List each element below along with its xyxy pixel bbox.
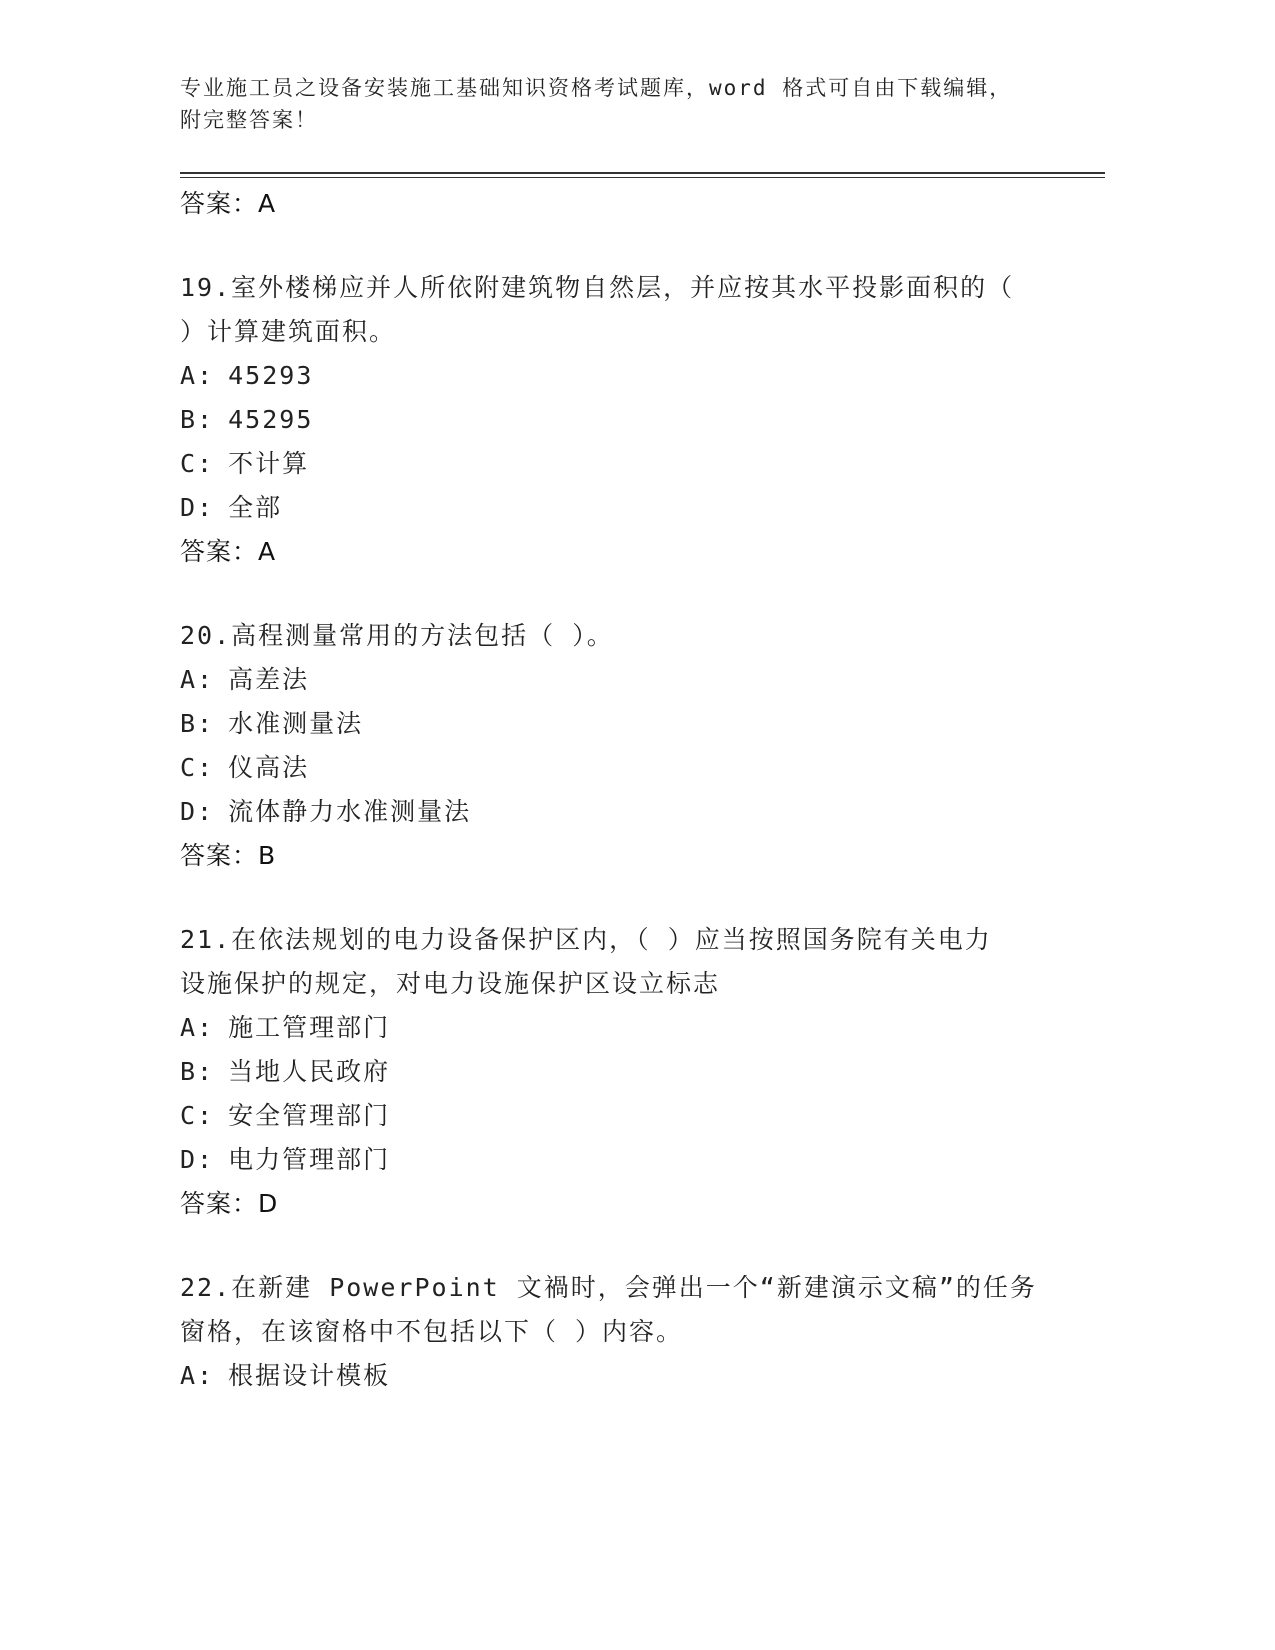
option-c <box>180 1094 1050 1138</box>
question-stem: 19.室外楼梯应并人所依附建筑物自然层，并应按其水平投影面积的（ <box>180 273 1015 302</box>
header-divider-thick <box>180 172 1105 174</box>
option-letter: A: <box>180 1013 215 1042</box>
header-title-line-1: 专业施工员之设备安装施工基础知识资格考试题库，word 格式可自由下载编辑， <box>180 76 1013 100</box>
option-text: 安全管理部门 <box>228 1101 391 1130</box>
question-21 <box>180 918 1050 1226</box>
option-text: 仪高法 <box>228 753 310 782</box>
option-letter: A: <box>180 1361 215 1390</box>
question-stem-continued: ）计算建筑面积。 <box>180 317 397 346</box>
option-text: 45295 <box>228 405 314 434</box>
option-letter: A: <box>180 361 215 390</box>
question-19 <box>180 266 1050 574</box>
answer-line: 答案：B <box>180 841 277 870</box>
previous-answer: 答案：A <box>180 189 277 218</box>
option-text: 高差法 <box>228 665 310 694</box>
option-text: 施工管理部门 <box>228 1013 391 1042</box>
option-letter: D: <box>180 797 215 826</box>
header-title-line-2: 附完整答案！ <box>180 108 318 132</box>
answer-line: 答案：D <box>180 1189 279 1218</box>
option-text: 电力管理部门 <box>228 1145 391 1174</box>
answer-line: 答案：A <box>180 537 277 566</box>
option-letter: C: <box>180 449 215 478</box>
option-letter: C: <box>180 753 215 782</box>
option-d <box>180 1138 1050 1182</box>
option-text: 流体静力水准测量法 <box>228 797 472 826</box>
question-stem-continued: 设施保护的规定，对电力设施保护区设立标志 <box>180 969 721 998</box>
header-divider-thin <box>180 177 1105 178</box>
option-b <box>180 702 1050 746</box>
question-22 <box>180 1266 1050 1398</box>
option-a <box>180 354 1050 398</box>
option-a <box>180 1354 1050 1398</box>
question-stem: 22.在新建 PowerPoint 文禍时，会弹出一个“新建演示文稿”的任务 <box>180 1273 1037 1302</box>
option-d <box>180 790 1050 834</box>
option-text: 全部 <box>228 493 283 522</box>
option-b <box>180 1050 1050 1094</box>
option-text: 当地人民政府 <box>228 1057 391 1086</box>
option-d <box>180 486 1050 530</box>
option-letter: C: <box>180 1101 215 1130</box>
option-b <box>180 398 1050 442</box>
question-list <box>180 182 1050 1398</box>
option-c <box>180 746 1050 790</box>
option-text: 水准测量法 <box>228 709 364 738</box>
question-20 <box>180 614 1050 878</box>
option-letter: B: <box>180 1057 215 1086</box>
option-letter: B: <box>180 405 215 434</box>
option-letter: D: <box>180 493 215 522</box>
option-c <box>180 442 1050 486</box>
option-text: 不计算 <box>228 449 310 478</box>
option-letter: A: <box>180 665 215 694</box>
question-stem-continued: 窗格，在该窗格中不包括以下（ ）内容。 <box>180 1317 684 1346</box>
option-letter: B: <box>180 709 215 738</box>
option-text: 45293 <box>228 361 314 390</box>
option-letter: D: <box>180 1145 215 1174</box>
question-stem: 20.高程测量常用的方法包括（ ）。 <box>180 621 614 650</box>
option-text: 根据设计模板 <box>228 1361 391 1390</box>
option-a <box>180 658 1050 702</box>
document-header <box>180 72 1040 136</box>
question-stem: 21.在依法规划的电力设备保护区内，（ ）应当按照国务院有关电力 <box>180 925 992 954</box>
option-a <box>180 1006 1050 1050</box>
